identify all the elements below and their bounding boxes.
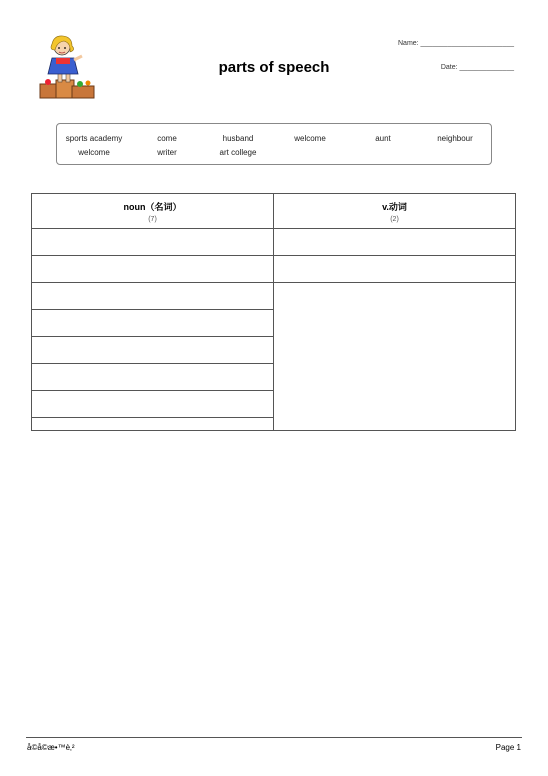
page-title: parts of speech bbox=[218, 59, 330, 76]
verb-answer-cell[interactable] bbox=[274, 256, 516, 283]
noun-spacer-cell bbox=[32, 418, 274, 431]
verb-empty-area bbox=[274, 283, 516, 431]
name-field[interactable]: Name: ________________________ bbox=[398, 40, 514, 47]
verb-count: (2) bbox=[390, 216, 399, 223]
noun-column-header bbox=[32, 194, 274, 229]
verb-column-header bbox=[274, 194, 516, 229]
word-bank-item: aunt bbox=[375, 134, 391, 143]
footer-source: å©å©æ•™è‚² bbox=[27, 743, 75, 752]
word-bank-item: come bbox=[157, 134, 177, 143]
sorting-table bbox=[31, 193, 516, 431]
noun-answer-cell[interactable] bbox=[32, 310, 274, 337]
word-bank-item: neighbour bbox=[437, 134, 473, 143]
word-bank-item: sports academy bbox=[65, 134, 123, 143]
word-bank-item: writer bbox=[157, 148, 177, 157]
word-bank-item: welcome bbox=[294, 134, 326, 143]
noun-answer-cell[interactable] bbox=[32, 283, 274, 310]
verb-answer-cell[interactable] bbox=[274, 229, 516, 256]
noun-answer-cell[interactable] bbox=[32, 364, 274, 391]
date-field[interactable]: Date: ______________ bbox=[440, 64, 514, 71]
word-bank-item: husband bbox=[222, 134, 254, 143]
noun-answer-cell[interactable] bbox=[32, 391, 274, 418]
word-bank-item: art college bbox=[219, 148, 257, 157]
page-number: Page 1 bbox=[495, 743, 521, 752]
word-bank-item: welcome bbox=[78, 148, 110, 157]
footer-divider bbox=[26, 737, 522, 738]
noun-answer-cell[interactable] bbox=[32, 256, 274, 283]
noun-answer-cell[interactable] bbox=[32, 337, 274, 364]
noun-count: (7) bbox=[148, 216, 157, 223]
word-bank bbox=[56, 123, 492, 165]
verb-header-label: v.动词 bbox=[382, 202, 407, 212]
noun-header-label: noun（名词） bbox=[123, 202, 182, 212]
noun-answer-cell[interactable] bbox=[32, 229, 274, 256]
